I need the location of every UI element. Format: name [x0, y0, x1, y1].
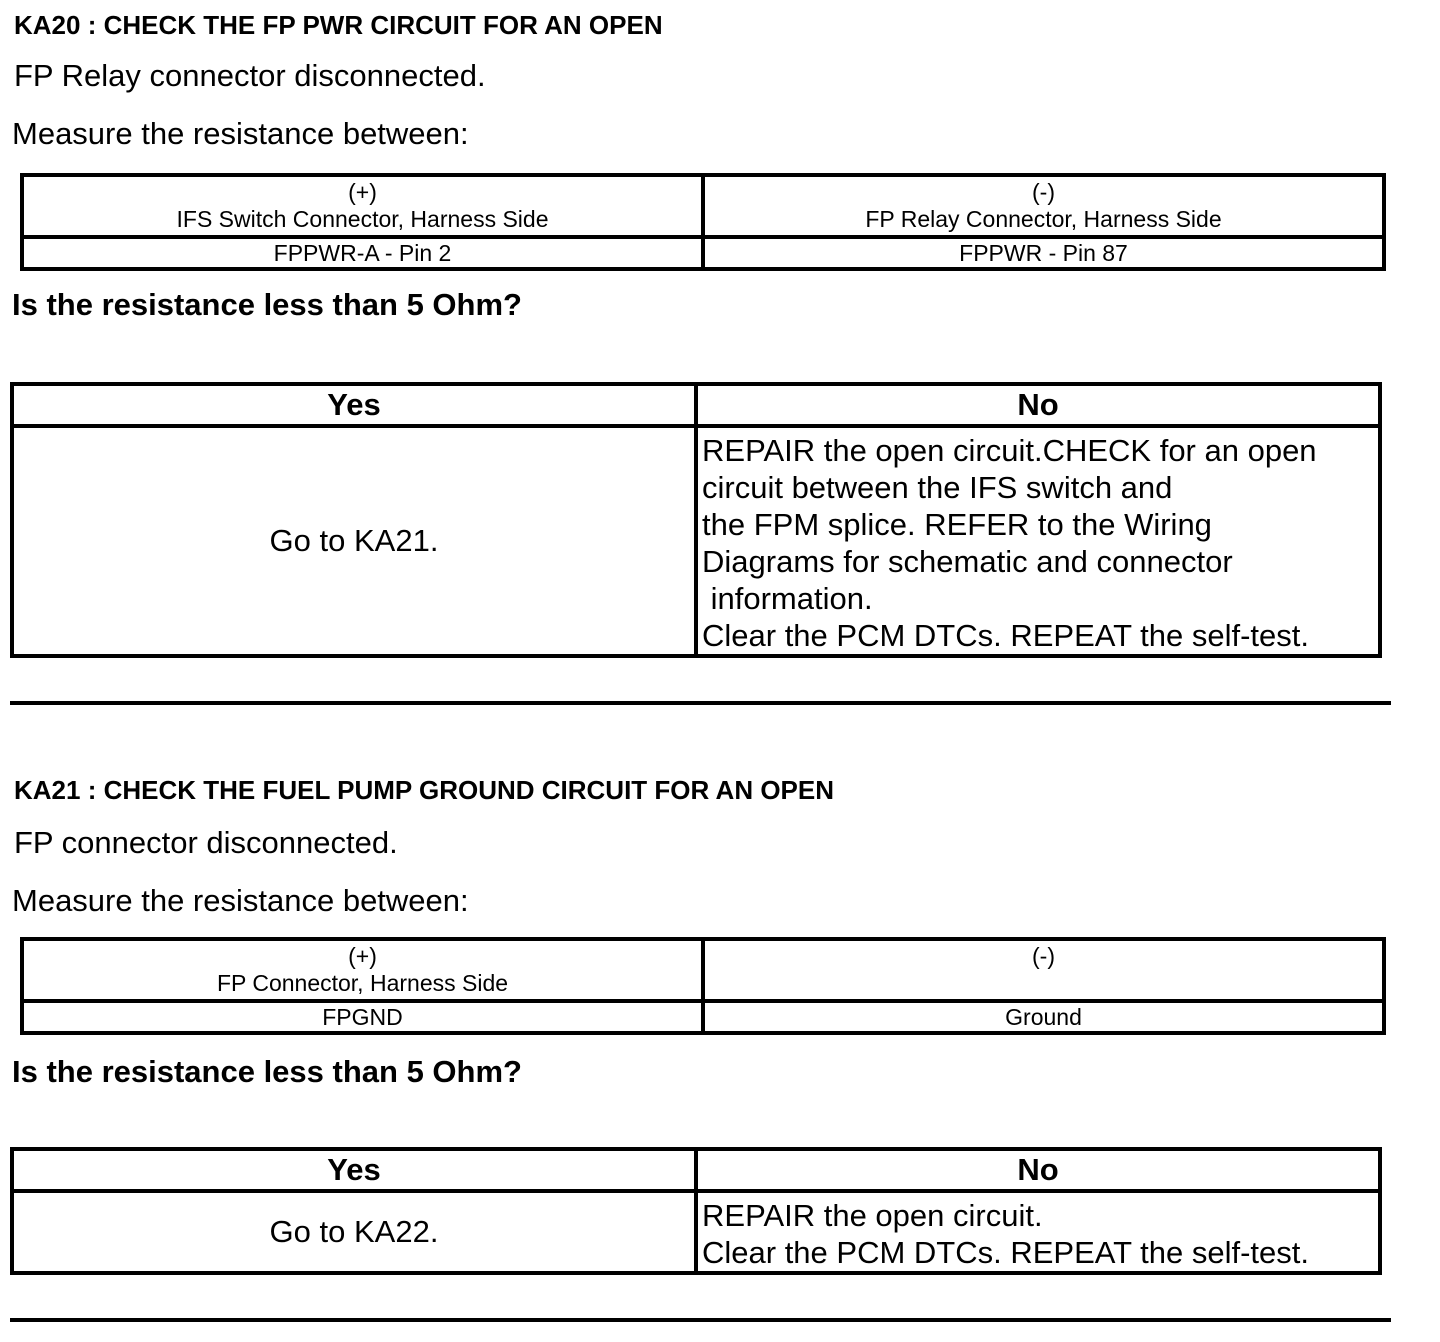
no-header: No [696, 384, 1380, 426]
positive-probe-header [22, 939, 703, 1001]
yes-no-table-ka21 [10, 1147, 1382, 1275]
negative-probe-header [703, 175, 1384, 237]
positive-symbol: (+) [348, 179, 377, 205]
yes-action: Go to KA22. [12, 1191, 696, 1273]
positive-probe-header [22, 175, 703, 237]
step-instruction-ka20: Measure the resistance between: [12, 116, 469, 151]
positive-symbol: (+) [348, 943, 377, 969]
no-action [696, 1191, 1380, 1273]
step-title-ka21: KA21 : CHECK THE FUEL PUMP GROUND CIRCUIT FOR AN OPEN [14, 775, 835, 805]
measurement-table-ka20 [20, 173, 1386, 271]
positive-pin-value: FPGND [22, 1001, 703, 1033]
positive-pin-value: FPPWR-A - Pin 2 [22, 237, 703, 269]
positive-location: IFS Switch Connector, Harness Side [176, 206, 549, 232]
yes-action: Go to KA21. [12, 426, 696, 656]
no-action-line: Clear the PCM DTCs. REPEAT the self-test. [702, 618, 1309, 653]
step-condition-ka20: FP Relay connector disconnected. [14, 58, 486, 93]
step-instruction-ka21: Measure the resistance between: [12, 883, 469, 918]
positive-location: FP Connector, Harness Side [216, 970, 509, 996]
yes-header: Yes [12, 1149, 696, 1191]
no-action-line: REPAIR the open circuit.CHECK for an open [702, 433, 1317, 468]
no-action-line: information. [702, 581, 873, 616]
measurement-table-ka21 [20, 937, 1386, 1035]
no-action [696, 426, 1380, 656]
no-action-line: Diagrams for schematic and connector [702, 544, 1233, 579]
no-action-line: circuit between the IFS switch and [702, 470, 1173, 505]
step-question-ka21: Is the resistance less than 5 Ohm? [12, 1054, 522, 1089]
yes-header: Yes [12, 384, 696, 426]
no-action-line: the FPM splice. REFER to the Wiring [702, 507, 1212, 542]
step-question-ka20: Is the resistance less than 5 Ohm? [12, 287, 522, 322]
no-action-line: REPAIR the open circuit. [702, 1198, 1043, 1233]
section-divider [10, 1318, 1391, 1322]
negative-pin-value: Ground [703, 1001, 1384, 1033]
section-divider [10, 701, 1391, 705]
negative-symbol: (-) [1032, 943, 1055, 969]
negative-probe-header [703, 939, 1384, 1001]
negative-pin-value: FPPWR - Pin 87 [703, 237, 1384, 269]
no-header: No [696, 1149, 1380, 1191]
step-title-ka20: KA20 : CHECK THE FP PWR CIRCUIT FOR AN OPEN [14, 10, 663, 40]
no-action-line: Clear the PCM DTCs. REPEAT the self-test. [702, 1235, 1309, 1270]
yes-no-table-ka20 [10, 382, 1382, 658]
negative-location: FP Relay Connector, Harness Side [865, 206, 1222, 232]
negative-symbol: (-) [1032, 179, 1055, 205]
step-condition-ka21: FP connector disconnected. [14, 825, 398, 860]
